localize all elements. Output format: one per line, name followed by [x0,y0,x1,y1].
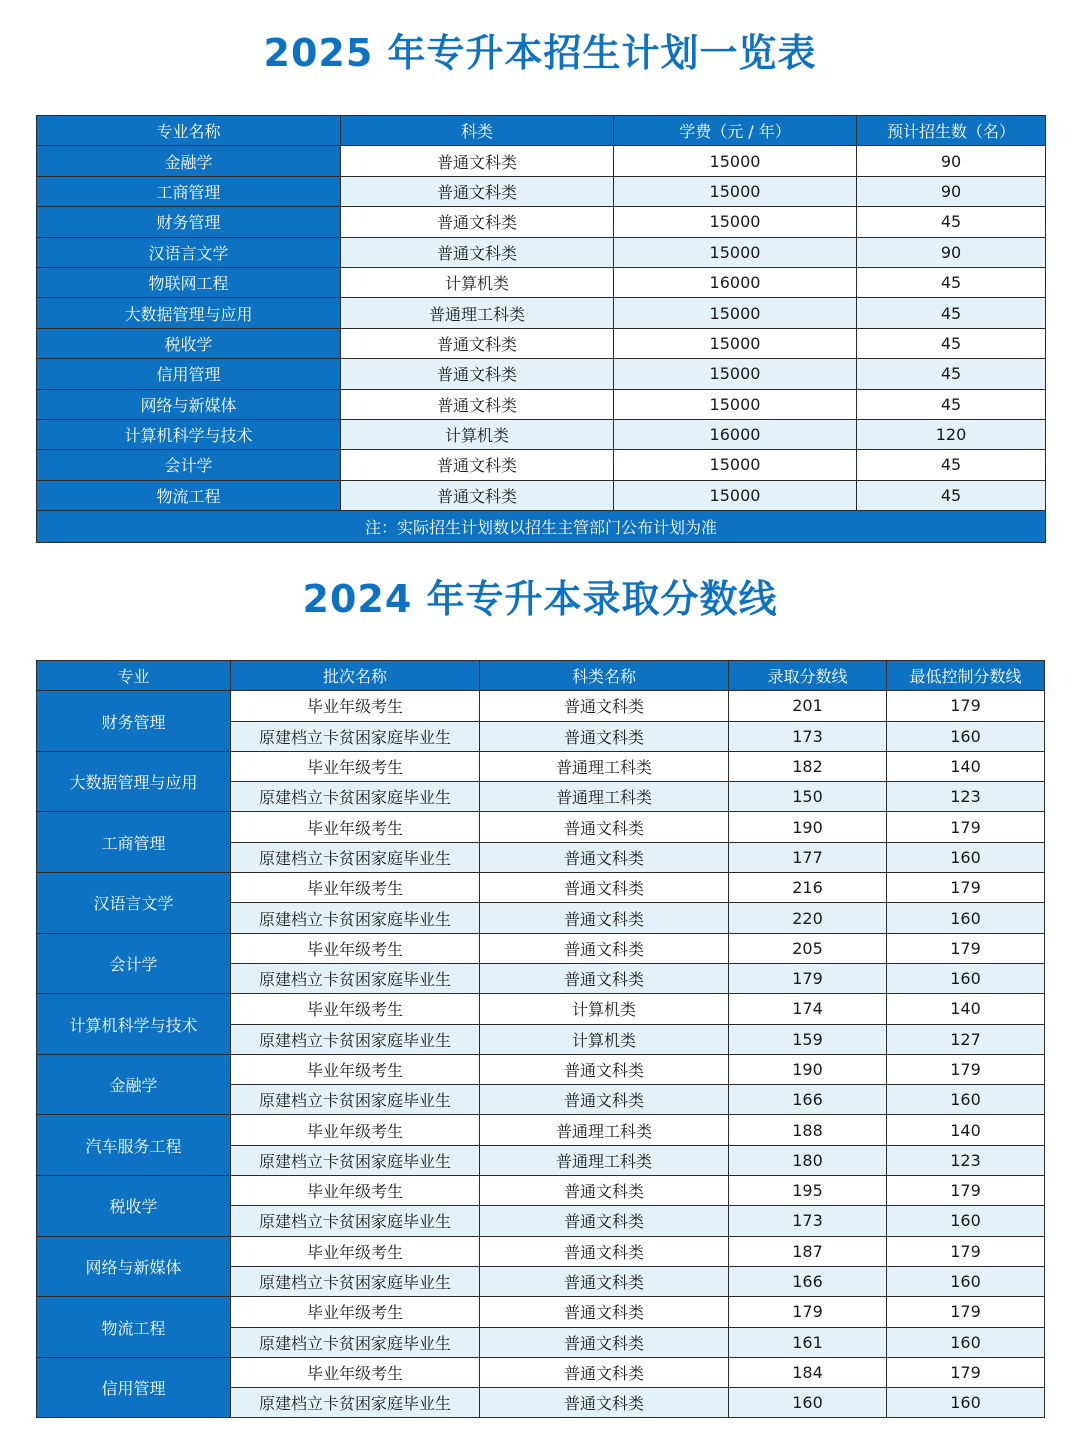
tuition-fee: 15000 [614,146,857,176]
category-name: 普通文科类 [480,1266,729,1296]
major-name: 大数据管理与应用 [37,298,341,328]
batch-name: 毕业年级考生 [231,933,480,963]
enrollment-plan-table [36,115,1046,543]
admission-score: 159 [729,1024,887,1054]
admission-score: 190 [729,812,887,842]
batch-name: 原建档立卡贫困家庭毕业生 [231,1145,480,1175]
admission-score: 177 [729,842,887,872]
major-name: 物流工程 [37,1297,231,1358]
category: 普通文科类 [341,146,614,176]
major-name: 金融学 [37,146,341,176]
table-row [37,1236,1045,1266]
category: 普通文科类 [341,207,614,237]
admission-score: 174 [729,994,887,1024]
table-row [37,328,1046,358]
admission-score: 166 [729,1085,887,1115]
batch-name: 原建档立卡贫困家庭毕业生 [231,1085,480,1115]
header-fee: 学费（元 / 年） [614,116,857,146]
quota: 45 [857,328,1046,358]
tuition-fee: 15000 [614,480,857,510]
table-row [37,450,1046,480]
batch-name: 毕业年级考生 [231,994,480,1024]
table-row [37,873,1045,903]
table-row [37,1357,1045,1387]
major-name: 大数据管理与应用 [37,751,231,812]
quota: 45 [857,267,1046,297]
min-control-score: 179 [887,812,1045,842]
admission-score: 188 [729,1115,887,1145]
batch-name: 毕业年级考生 [231,691,480,721]
major-name: 会计学 [37,933,231,994]
category-name: 普通文科类 [480,903,729,933]
table-row [37,691,1045,721]
batch-name: 毕业年级考生 [231,1297,480,1327]
table-row [37,146,1046,176]
tuition-fee: 15000 [614,298,857,328]
tuition-fee: 15000 [614,450,857,480]
major-name: 财务管理 [37,691,231,752]
table-header-row [37,116,1046,146]
header-min-score: 最低控制分数线 [887,661,1045,691]
table-row [37,812,1045,842]
quota: 90 [857,176,1046,206]
major-name: 汉语言文学 [37,873,231,934]
category: 普通文科类 [341,480,614,510]
category-name: 普通文科类 [480,963,729,993]
batch-name: 原建档立卡贫困家庭毕业生 [231,1266,480,1296]
quota: 45 [857,298,1046,328]
min-control-score: 179 [887,1054,1045,1084]
batch-name: 毕业年级考生 [231,1357,480,1387]
plan-title: 2025 年专升本招生计划一览表 [263,31,817,75]
admission-score: 205 [729,933,887,963]
batch-name: 原建档立卡贫困家庭毕业生 [231,963,480,993]
min-control-score: 160 [887,1388,1045,1418]
admission-score: 160 [729,1388,887,1418]
table-row [37,933,1045,963]
min-control-score: 140 [887,751,1045,781]
major-name: 金融学 [37,1054,231,1115]
table-row [37,419,1046,449]
table-row [37,1115,1045,1145]
table-row [37,207,1046,237]
min-control-score: 179 [887,873,1045,903]
admission-score: 150 [729,782,887,812]
batch-name: 原建档立卡贫困家庭毕业生 [231,1388,480,1418]
tuition-fee: 15000 [614,389,857,419]
admission-score: 184 [729,1357,887,1387]
major-name: 汉语言文学 [37,237,341,267]
min-control-score: 179 [887,1236,1045,1266]
admission-score: 220 [729,903,887,933]
batch-name: 原建档立卡贫困家庭毕业生 [231,721,480,751]
category: 普通文科类 [341,328,614,358]
admission-score: 173 [729,721,887,751]
admission-score: 180 [729,1145,887,1175]
category: 计算机类 [341,267,614,297]
tuition-fee: 15000 [614,207,857,237]
major-name: 信用管理 [37,1357,231,1418]
category: 普通文科类 [341,176,614,206]
admission-score: 216 [729,873,887,903]
major-name: 网络与新媒体 [37,1236,231,1297]
table-row [37,1297,1045,1327]
admission-scores-table [36,660,1045,1418]
min-control-score: 179 [887,691,1045,721]
admission-score: 173 [729,1206,887,1236]
table-row [37,1054,1045,1084]
tuition-fee: 16000 [614,419,857,449]
table-row [37,751,1045,781]
category-name: 普通文科类 [480,691,729,721]
category: 计算机类 [341,419,614,449]
category-name: 普通理工科类 [480,782,729,812]
min-control-score: 160 [887,903,1045,933]
major-name: 网络与新媒体 [37,389,341,419]
quota: 45 [857,389,1046,419]
scores-title: 2024 年专升本录取分数线 [302,577,778,621]
header-category: 科类 [341,116,614,146]
category-name: 普通文科类 [480,1176,729,1206]
major-name: 工商管理 [37,176,341,206]
category: 普通文科类 [341,389,614,419]
batch-name: 毕业年级考生 [231,751,480,781]
min-control-score: 123 [887,1145,1045,1175]
min-control-score: 160 [887,1206,1045,1236]
batch-name: 毕业年级考生 [231,1054,480,1084]
tuition-fee: 15000 [614,328,857,358]
major-name: 计算机科学与技术 [37,419,341,449]
table-row [37,994,1045,1024]
tuition-fee: 16000 [614,267,857,297]
min-control-score: 160 [887,721,1045,751]
min-control-score: 160 [887,963,1045,993]
quota: 45 [857,359,1046,389]
table-row [37,480,1046,510]
quota: 90 [857,237,1046,267]
header-quota: 预计招生数（名） [857,116,1046,146]
min-control-score: 140 [887,994,1045,1024]
major-name: 税收学 [37,328,341,358]
tuition-fee: 15000 [614,176,857,206]
batch-name: 原建档立卡贫困家庭毕业生 [231,1024,480,1054]
major-name: 汽车服务工程 [37,1115,231,1176]
category-name: 普通文科类 [480,933,729,963]
min-control-score: 160 [887,1266,1045,1296]
min-control-score: 179 [887,1297,1045,1327]
quota: 45 [857,207,1046,237]
admission-score: 166 [729,1266,887,1296]
category-name: 普通文科类 [480,812,729,842]
batch-name: 毕业年级考生 [231,873,480,903]
batch-name: 原建档立卡贫困家庭毕业生 [231,1327,480,1357]
admission-score: 190 [729,1054,887,1084]
min-control-score: 179 [887,1176,1045,1206]
tuition-fee: 15000 [614,237,857,267]
major-name: 税收学 [37,1176,231,1237]
category: 普通文科类 [341,237,614,267]
min-control-score: 160 [887,842,1045,872]
min-control-score: 140 [887,1115,1045,1145]
table-row [37,267,1046,297]
quota: 45 [857,480,1046,510]
min-control-score: 127 [887,1024,1045,1054]
header-batch: 批次名称 [231,661,480,691]
min-control-score: 179 [887,1357,1045,1387]
batch-name: 毕业年级考生 [231,812,480,842]
major-name: 信用管理 [37,359,341,389]
table-row [37,176,1046,206]
category-name: 普通理工科类 [480,1115,729,1145]
category-name: 普通理工科类 [480,1145,729,1175]
category-name: 普通文科类 [480,1327,729,1357]
category-name: 计算机类 [480,1024,729,1054]
quota: 45 [857,450,1046,480]
category-name: 普通文科类 [480,721,729,751]
admission-score: 201 [729,691,887,721]
plan-note: 注：实际招生计划数以招生主管部门公布计划为准 [37,511,1046,543]
category: 普通文科类 [341,450,614,480]
batch-name: 原建档立卡贫困家庭毕业生 [231,782,480,812]
admission-score: 179 [729,1297,887,1327]
header-major: 专业 [37,661,231,691]
category-name: 普通理工科类 [480,751,729,781]
header-score: 录取分数线 [729,661,887,691]
major-name: 工商管理 [37,812,231,873]
quota: 120 [857,419,1046,449]
batch-name: 原建档立卡贫困家庭毕业生 [231,1206,480,1236]
table-row [37,237,1046,267]
category: 普通理工科类 [341,298,614,328]
batch-name: 毕业年级考生 [231,1115,480,1145]
batch-name: 原建档立卡贫困家庭毕业生 [231,903,480,933]
batch-name: 原建档立卡贫困家庭毕业生 [231,842,480,872]
major-name: 会计学 [37,450,341,480]
category-name: 普通文科类 [480,1297,729,1327]
category-name: 普通文科类 [480,842,729,872]
note-row [37,511,1046,543]
batch-name: 毕业年级考生 [231,1236,480,1266]
header-major: 专业名称 [37,116,341,146]
major-name: 财务管理 [37,207,341,237]
admission-score: 179 [729,963,887,993]
table-row [37,389,1046,419]
category-name: 计算机类 [480,994,729,1024]
major-name: 物流工程 [37,480,341,510]
min-control-score: 179 [887,933,1045,963]
table-row [37,298,1046,328]
quota: 90 [857,146,1046,176]
admission-score: 182 [729,751,887,781]
table-row [37,1176,1045,1206]
min-control-score: 160 [887,1085,1045,1115]
category-name: 普通文科类 [480,1054,729,1084]
admission-score: 195 [729,1176,887,1206]
admission-score: 161 [729,1327,887,1357]
table-row [37,359,1046,389]
category: 普通文科类 [341,359,614,389]
min-control-score: 123 [887,782,1045,812]
admission-score: 187 [729,1236,887,1266]
category-name: 普通文科类 [480,1388,729,1418]
category-name: 普通文科类 [480,1236,729,1266]
header-category: 科类名称 [480,661,729,691]
category-name: 普通文科类 [480,1085,729,1115]
batch-name: 毕业年级考生 [231,1176,480,1206]
table-header-row [37,661,1045,691]
major-name: 物联网工程 [37,267,341,297]
category-name: 普通文科类 [480,1357,729,1387]
category-name: 普通文科类 [480,873,729,903]
category-name: 普通文科类 [480,1206,729,1236]
min-control-score: 160 [887,1327,1045,1357]
tuition-fee: 15000 [614,359,857,389]
major-name: 计算机科学与技术 [37,994,231,1055]
